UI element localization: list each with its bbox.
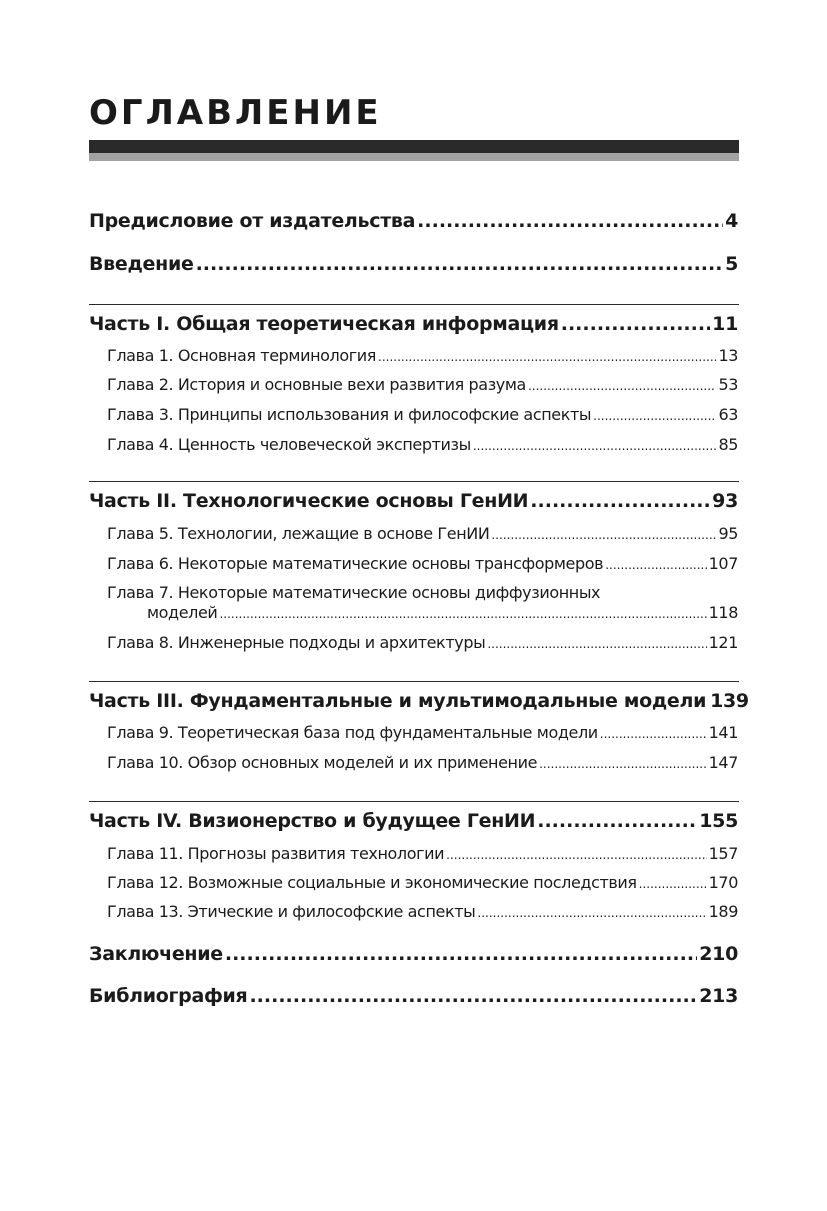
toc-entry-chapter-7-line-2[interactable] (147, 603, 738, 622)
page-number: 213 (699, 985, 738, 1007)
toc-entry-conclusion[interactable] (89, 943, 738, 965)
page-number: 11 (712, 313, 738, 335)
page-number: 63 (718, 405, 738, 424)
toc-entry-part-3[interactable] (89, 690, 749, 712)
toc-entry-bibliography[interactable] (89, 985, 738, 1007)
dot-leader (593, 409, 716, 423)
page-number: 4 (725, 210, 738, 232)
dot-leader (528, 379, 716, 393)
entry-label: Часть IV. Визионерство и будущее ГенИИ (89, 810, 536, 832)
dot-leader (473, 439, 717, 453)
toc-entry-chapter-2[interactable] (107, 375, 738, 394)
page-number: 53 (718, 375, 738, 394)
dot-leader (605, 558, 706, 572)
page-number: 210 (699, 943, 738, 965)
entry-label: Часть III. Фундаментальные и мультимодальные модели (89, 690, 707, 712)
dot-leader (539, 757, 707, 771)
entry-label: Глава 12. Возможные социальные и экономические последствия (107, 873, 637, 892)
toc-entry-part-4[interactable] (89, 810, 738, 832)
toc-entry-chapter-12[interactable] (107, 873, 738, 892)
entry-label: Предисловие от издательства (89, 210, 416, 232)
toc-entry-chapter-7-line-1[interactable]: Глава 7. Некоторые математические основы диффузионных (107, 583, 601, 602)
page-number: 170 (708, 873, 738, 892)
entry-label: Глава 5. Технологии, лежащие в основе ГенИИ (107, 524, 490, 543)
entry-label: Часть I. Общая теоретическая информация (89, 313, 559, 335)
entry-label: Глава 1. Основная терминология (107, 346, 376, 365)
page-number: 121 (708, 633, 738, 652)
page-number: 139 (710, 690, 749, 712)
page-number: 141 (708, 723, 738, 742)
toc-entry-chapter-1[interactable] (107, 346, 738, 365)
entry-label: Глава 3. Принципы использования и философские аспекты (107, 405, 592, 424)
title-bar-dark (89, 140, 739, 153)
entry-label: Заключение (89, 943, 223, 965)
toc-entry-chapter-13[interactable] (107, 902, 738, 921)
dot-leader (487, 637, 706, 651)
entry-label: Глава 9. Теоретическая база под фундаментальные модели (107, 723, 598, 742)
page-number: 85 (718, 435, 738, 454)
section-divider (89, 681, 739, 682)
dot-leader (600, 727, 707, 741)
dot-leader (417, 210, 723, 232)
toc-entry-chapter-10[interactable] (107, 753, 738, 772)
toc-entry-chapter-3[interactable] (107, 405, 738, 424)
entry-label: Глава 13. Этические и философские аспекты (107, 902, 476, 921)
entry-label: Глава 11. Прогнозы развития технологии (107, 844, 445, 863)
entry-label: Введение (89, 253, 194, 275)
dot-leader (225, 943, 697, 965)
entry-label: Глава 4. Ценность человеческой экспертизы (107, 435, 471, 454)
entry-label: Глава 10. Обзор основных моделей и их применение (107, 753, 538, 772)
toc-entry-chapter-9[interactable] (107, 723, 738, 742)
toc-entry-chapter-11[interactable] (107, 844, 738, 863)
entry-label: Библиография (89, 985, 248, 1007)
toc-entry-chapter-5[interactable] (107, 524, 738, 543)
page-title: ОГЛАВЛЕНИЕ (89, 93, 382, 133)
section-divider (89, 801, 739, 802)
dot-leader (378, 350, 716, 364)
toc-entry-part-2[interactable] (89, 490, 738, 512)
page-number: 118 (708, 603, 738, 622)
page-number: 93 (712, 490, 738, 512)
dot-leader (446, 848, 707, 862)
dot-leader (639, 877, 707, 891)
page-number: 155 (699, 810, 738, 832)
title-bar-grey (89, 153, 739, 161)
page-number: 147 (708, 753, 738, 772)
entry-label: Глава 2. История и основные вехи развития разума (107, 375, 526, 394)
entry-label: Глава 8. Инженерные подходы и архитектуры (107, 633, 486, 652)
toc-entry-chapter-6[interactable] (107, 554, 738, 573)
toc-entry-chapter-8[interactable] (107, 633, 738, 652)
page-number: 189 (708, 902, 738, 921)
entry-label: Часть II. Технологические основы ГенИИ (89, 490, 529, 512)
section-divider (89, 481, 739, 482)
dot-leader (491, 528, 716, 542)
dot-leader (477, 906, 706, 920)
entry-label: моделей (147, 603, 218, 622)
toc-entry-chapter-4[interactable] (107, 435, 738, 454)
page-number: 5 (725, 253, 738, 275)
page-number: 95 (718, 524, 738, 543)
dot-leader (537, 810, 697, 832)
page-number: 13 (718, 346, 738, 365)
dot-leader (249, 985, 697, 1007)
dot-leader (219, 607, 706, 621)
page-number: 157 (708, 844, 738, 863)
page-number: 107 (708, 554, 738, 573)
dot-leader (530, 490, 710, 512)
toc-entry-part-1[interactable] (89, 313, 738, 335)
dot-leader (561, 313, 710, 335)
toc-entry-introduction[interactable] (89, 253, 738, 275)
dot-leader (196, 253, 724, 275)
toc-entry-preface[interactable] (89, 210, 738, 232)
section-divider (89, 304, 739, 305)
entry-label: Глава 6. Некоторые математические основы трансформеров (107, 554, 604, 573)
